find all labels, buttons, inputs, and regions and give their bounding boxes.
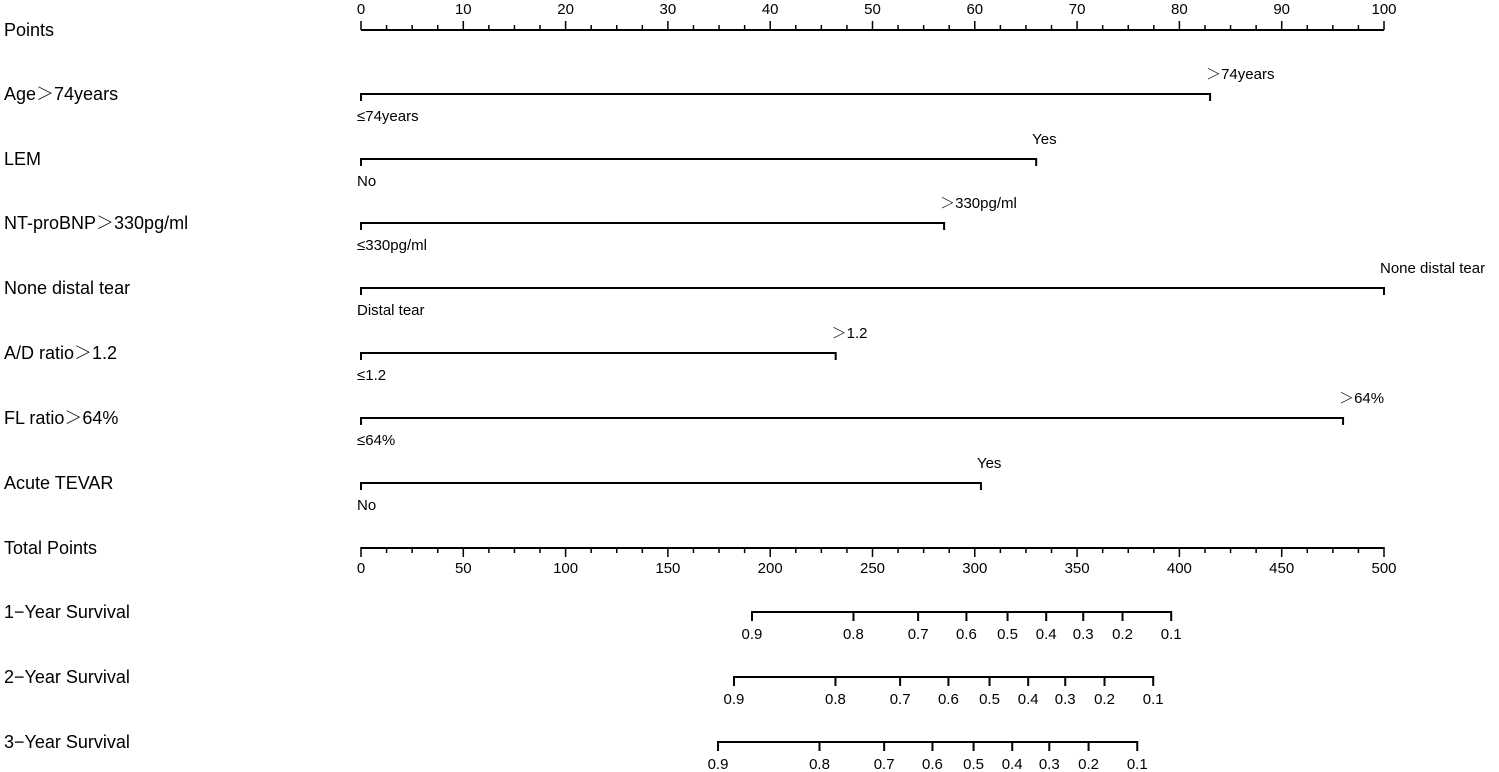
survival-tick-label: 0.1 xyxy=(1126,756,1148,772)
total-points-tick-label: 0 xyxy=(356,560,366,577)
row-label: Points xyxy=(4,20,55,40)
total-points-tick-label: 450 xyxy=(1269,560,1295,577)
total-points-tick-label: 150 xyxy=(655,560,681,577)
row-label: None distal tear xyxy=(4,278,131,298)
row-label: 1−Year Survival xyxy=(4,602,130,622)
total-points-tick-label: 300 xyxy=(962,560,988,577)
level-label-low: ≤1.2 xyxy=(357,367,387,384)
survival-tick-label: 0.9 xyxy=(723,691,745,708)
row-label: 2−Year Survival xyxy=(4,667,130,687)
total-points-tick-label: 100 xyxy=(553,560,579,577)
survival-tick-label: 0.6 xyxy=(955,626,977,643)
level-label-low: ≤74years xyxy=(357,108,419,125)
survival-tick-label: 0.8 xyxy=(825,691,846,708)
survival-tick-label: 0.2 xyxy=(1078,756,1099,772)
survival-tick-label: 0.5 xyxy=(997,626,1018,643)
survival-tick-label: 0.7 xyxy=(889,691,911,708)
row-label: Age＞74years xyxy=(4,84,119,104)
total-points-tick-label: 50 xyxy=(454,560,472,577)
survival-tick-label: 0.8 xyxy=(809,756,830,772)
row-label: A/D ratio＞1.2 xyxy=(4,343,118,363)
survival-tick-label: 0.3 xyxy=(1038,756,1060,772)
survival-tick-label: 0.3 xyxy=(1072,626,1094,643)
survival-tick-label: 0.6 xyxy=(922,756,943,772)
points-tick-label: 60 xyxy=(966,1,984,18)
level-label-low: Distal tear xyxy=(357,302,425,319)
level-label-high: ＞330pg/ml xyxy=(940,195,1017,212)
survival-tick-label: 0.5 xyxy=(963,756,985,772)
level-label-high: ＞64% xyxy=(1339,390,1385,407)
points-tick-label: 20 xyxy=(557,1,574,18)
survival-tick-label: 0.9 xyxy=(741,626,763,643)
points-tick-label: 70 xyxy=(1068,1,1086,18)
total-points-tick-label: 200 xyxy=(757,560,783,577)
points-tick-label: 40 xyxy=(761,1,779,18)
points-tick-label: 90 xyxy=(1273,1,1291,18)
survival-tick-label: 0.7 xyxy=(873,756,895,772)
survival-tick-label: 0.1 xyxy=(1142,691,1164,708)
level-label-high: ＞74years xyxy=(1206,66,1275,83)
level-label-low: ≤330pg/ml xyxy=(357,237,427,254)
total-points-tick-label: 400 xyxy=(1166,560,1192,577)
level-label-high: Yes xyxy=(1032,131,1057,148)
total-points-tick-label: 350 xyxy=(1064,560,1090,577)
survival-tick-label: 0.5 xyxy=(979,691,1000,708)
level-label-low: No xyxy=(357,173,377,190)
row-label: NT-proBNP＞330pg/ml xyxy=(4,213,189,233)
row-label: Acute TEVAR xyxy=(4,473,114,493)
survival-tick-label: 0.9 xyxy=(707,756,729,772)
row-label: Total Points xyxy=(4,538,98,558)
survival-tick-label: 0.3 xyxy=(1054,691,1076,708)
survival-tick-label: 0.1 xyxy=(1160,626,1182,643)
row-label: FL ratio＞64% xyxy=(4,408,119,428)
survival-tick-label: 0.2 xyxy=(1094,691,1115,708)
survival-tick-label: 0.6 xyxy=(937,691,959,708)
survival-tick-label: 0.7 xyxy=(907,626,929,643)
survival-tick-label: 0.4 xyxy=(1001,756,1023,772)
level-label-low: No xyxy=(357,497,377,514)
row-label: 3−Year Survival xyxy=(4,732,130,752)
survival-tick-label: 0.4 xyxy=(1035,626,1057,643)
total-points-tick-label: 250 xyxy=(859,560,886,577)
level-label-low: ≤64% xyxy=(357,432,396,449)
level-label-high: Yes xyxy=(976,455,1002,472)
points-tick-label: 50 xyxy=(864,1,881,18)
survival-tick-label: 0.8 xyxy=(843,626,864,643)
points-tick-label: 80 xyxy=(1171,1,1188,18)
points-tick-label: 10 xyxy=(454,1,472,18)
level-label-high: ＞1.2 xyxy=(831,325,868,342)
level-label-high: None distal tear xyxy=(1380,260,1486,277)
points-tick-label: 100 xyxy=(1371,1,1397,18)
row-label: LEM xyxy=(4,149,42,169)
survival-tick-label: 0.2 xyxy=(1112,626,1133,643)
points-tick-label: 30 xyxy=(659,1,677,18)
points-tick-label: 0 xyxy=(356,1,366,18)
survival-tick-label: 0.4 xyxy=(1017,691,1039,708)
total-points-tick-label: 500 xyxy=(1371,560,1397,577)
